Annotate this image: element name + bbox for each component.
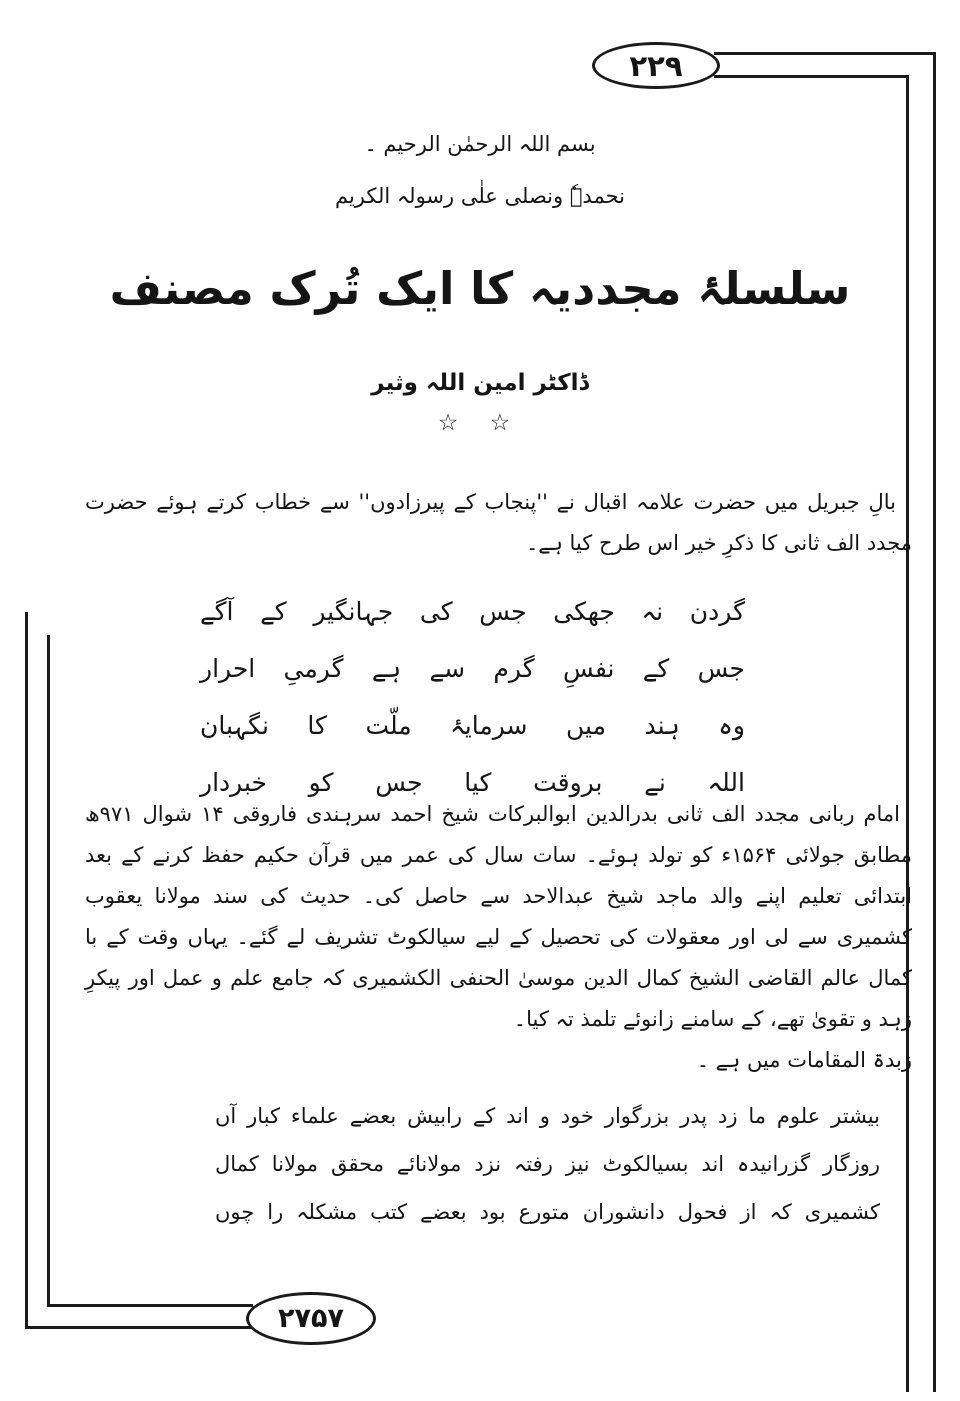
bismillah-line2: نحمدہٗ ونصلی علٰی رسولہ الکریم bbox=[334, 184, 626, 208]
page-number-top-oval bbox=[592, 42, 720, 89]
poem-line: وہ ہند میں سرمایۂ ملّت کا نگہبان bbox=[200, 711, 745, 740]
source-heading: زبدۃ المقامات میں ہے ۔ bbox=[696, 1048, 912, 1072]
bismillah-line1: بسم اللہ الرحمٰن الرحیم ۔ bbox=[364, 132, 596, 156]
author-name: ڈاکٹر امین اللہ وثیر bbox=[371, 370, 589, 396]
intro-paragraph: بالِ جبریل میں حضرت علامہ اقبال نے ''پنجاب کے پیرزادوں'' سے خطاب کرتے ہوئے حضرت مجدد الف ثانی کا ذکرِ خیر اس طرح کیا ہے۔ bbox=[85, 490, 912, 555]
article-title: سلسلۂ مجددیہ کا ایک تُرک مصنف bbox=[109, 262, 851, 315]
poem-line: گردن نہ جھکی جس کی جہانگیر کے آگے bbox=[200, 597, 745, 626]
border-bottom-outer bbox=[25, 1326, 253, 1329]
poem-line: اللہ نے بروقت کیا جس کو خبردار bbox=[200, 768, 745, 797]
page-number-top: ۲۲۹ bbox=[629, 48, 683, 83]
persian-quote-block bbox=[215, 1092, 880, 1236]
poem-block bbox=[200, 583, 745, 811]
page-number-bottom: ۲۷۵۷ bbox=[278, 1303, 344, 1334]
biography-paragraph: امام ربانی مجدد الف ثانی بدرالدین ابوالبرکات شیخ احمد سرہندی فاروقی ۱۴ شوال ۹۷۱ھ مطابق جولائی ۱۵۶۴ء کو تولد ہوئے۔ سات سال کی عمر میں قرآن حکیم حفظ کرنے کے بعد ابتدائی تعلیم اپنے والد ماجد شیخ عبدالاحد سے حاصل کی۔ حدیث کی سند مولانا یعقوب کشمیری سے لی اور معقولات کی تحصیل کے لیے سیالکوٹ تشریف لے گئے۔ یہاں وقت کے با کمال عالم القاضی الشیخ کمال الدین موسیٰ الحنفی الکشمیری کہ جامع علم و عمل اور پیکرِ زہد و تقویٰ تھے، کے سامنے زانوئے تلمذ تہ کیا۔ bbox=[85, 802, 912, 1031]
border-left-outer bbox=[25, 612, 28, 1329]
page-number-bottom-oval bbox=[246, 1292, 376, 1345]
border-bottom-inner bbox=[47, 1304, 253, 1307]
persian-line: روزگار گزرانیدہ اند بسیالکوٹ نیز رفتہ نزد مولانائے محقق مولانا کمال bbox=[215, 1152, 880, 1176]
border-top-inner bbox=[714, 75, 909, 78]
border-right-outer bbox=[933, 52, 936, 1392]
poem-line: جس کے نفسِ گرم سے ہے گرمیِ احرار bbox=[200, 654, 745, 683]
border-left-inner bbox=[47, 635, 50, 1307]
border-top-outer bbox=[714, 52, 936, 55]
persian-line: کشمیری کہ از فحول دانشوران متورع بود بعضے کتب مشکلہ را چوں bbox=[215, 1200, 880, 1224]
star-divider-icon: ☆ ☆ bbox=[437, 410, 523, 436]
persian-line: بیشتر علوم ما زد پدر بزرگوار خود و اند کے رابیش بعضے علماء کبار آں bbox=[215, 1104, 880, 1128]
